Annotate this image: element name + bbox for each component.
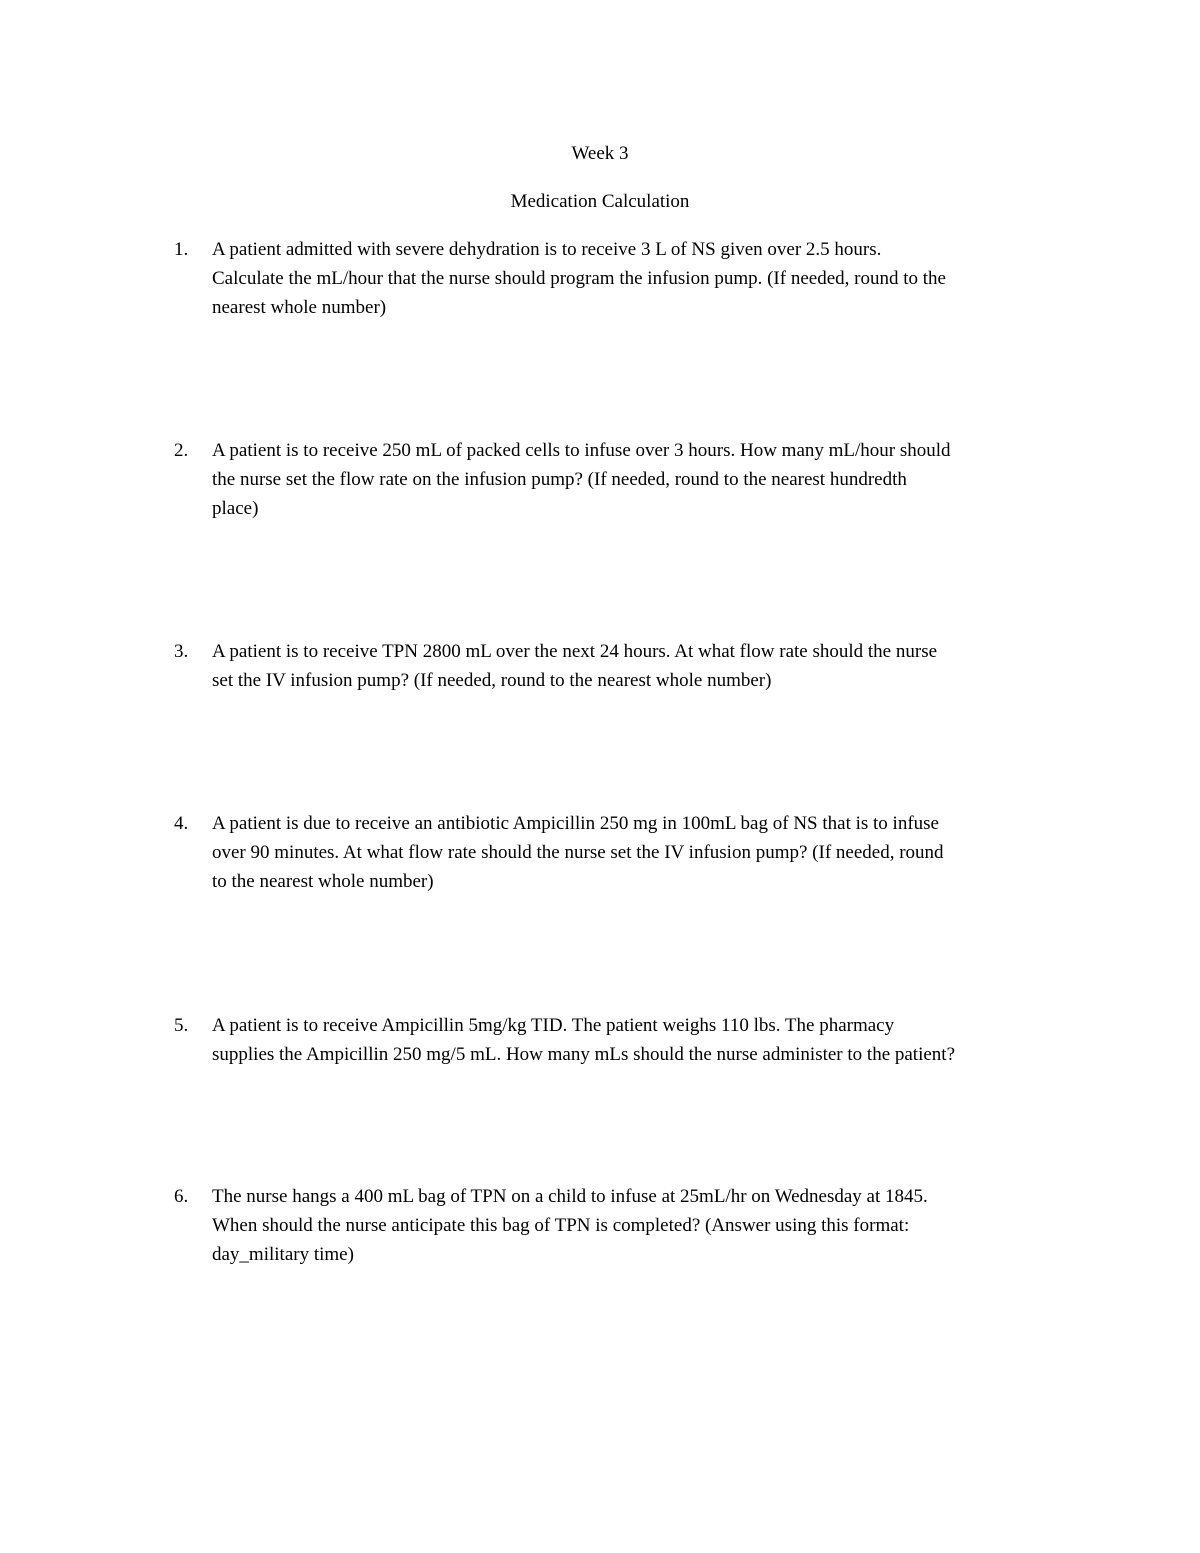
question-number: 2. [174,440,189,461]
question-line: A patient is to receive 250 mL of packed cells to infuse over 3 hours. How many mL/hour should [212,440,951,461]
question-line: A patient admitted with severe dehydration is to receive 3 L of NS given over 2.5 hours. [212,239,882,260]
question-text [212,810,1112,896]
question-line: to the nearest whole number) [212,870,434,892]
question-line: A patient is due to receive an antibiotic Ampicillin 250 mg in 100mL bag of NS that is to infuse [212,813,939,834]
question-line: The nurse hangs a 400 mL bag of TPN on a child to infuse at 25mL/hr on Wednesday at 1845. [212,1186,928,1207]
question-line: A patient is to receive Ampicillin 5mg/kg TID. The patient weighs 110 lbs. The pharmacy [212,1015,895,1036]
question-line: day_military time) [212,1243,354,1265]
document-title: Medication Calculation [510,191,690,212]
question-line: nearest whole number) [212,296,387,318]
question-text [212,437,1112,523]
question-text [212,1012,1112,1070]
question-line: set the IV infusion pump? (If needed, round to the nearest whole number) [212,669,772,691]
question-text [212,236,1112,322]
question-text [212,638,1112,696]
question-text [212,1183,1112,1269]
question-line: When should the nurse anticipate this bag of TPN is completed? (Answer using this format: [212,1214,910,1236]
question-line: the nurse set the flow rate on the infusion pump? (If needed, round to the nearest hundredth [212,468,907,490]
question-line: place) [212,497,259,519]
question-number: 4. [174,813,189,834]
question-number: 6. [174,1186,189,1207]
question-line: supplies the Ampicillin 250 mg/5 mL. How many mLs should the nurse administer to the patient? [212,1043,956,1065]
question-line: A patient is to receive TPN 2800 mL over the next 24 hours. At what flow rate should the nurse [212,641,938,662]
question-line: Calculate the mL/hour that the nurse should program the infusion pump. (If needed, round to the [212,267,946,289]
week-heading: Week 3 [571,143,629,164]
question-number: 1. [174,239,189,260]
question-line: over 90 minutes. At what flow rate should the nurse set the IV infusion pump? (If needed, round [212,841,944,863]
question-number: 5. [174,1015,189,1036]
question-number: 3. [174,641,189,662]
